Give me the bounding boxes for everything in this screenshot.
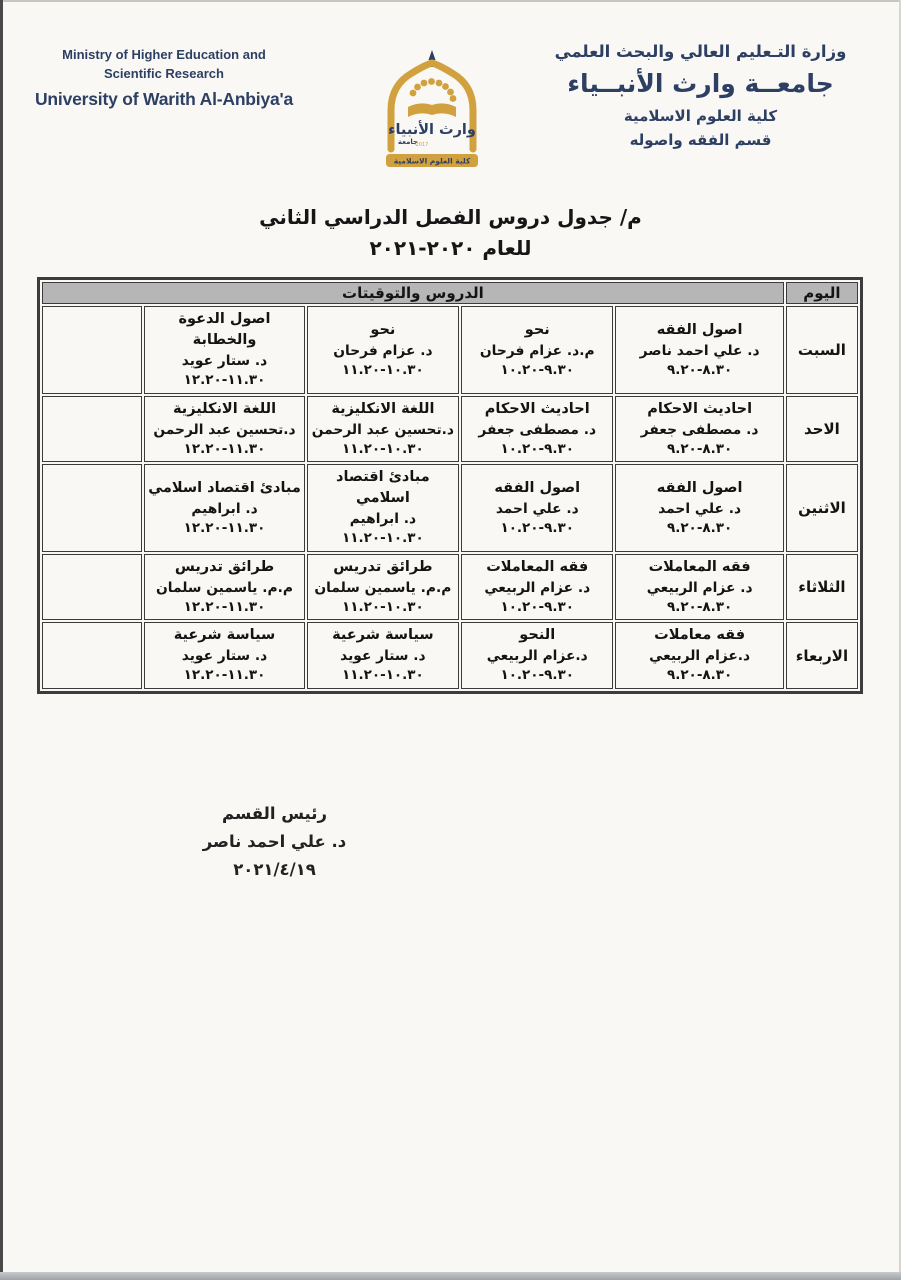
empty-cell — [42, 396, 142, 463]
lesson-cell — [461, 554, 613, 621]
lesson-subject: طرائق تدريس — [333, 558, 433, 575]
lesson-cell — [461, 622, 613, 689]
logo-open-book-icon — [408, 103, 456, 117]
lesson-subject: سياسة شرعية — [332, 627, 434, 644]
lesson-cell — [307, 622, 459, 689]
lesson-teacher: د.عزام الربيعي — [486, 648, 588, 665]
lesson-teacher: د. مصطفى جعفر — [640, 421, 759, 438]
lesson-time: ١٠.٣٠-١١.٢٠ — [341, 667, 424, 684]
header-arabic — [518, 42, 883, 149]
empty-cell — [42, 554, 142, 621]
lesson-subject: اللغة الانكليزية — [331, 400, 435, 417]
lesson-subject: فقه معاملات — [654, 627, 746, 644]
lesson-cell — [144, 464, 304, 552]
header-english — [24, 46, 304, 110]
lesson-subject: طرائق تدريس — [174, 558, 275, 575]
signature-role: رئيس القسم — [222, 804, 327, 823]
lesson-cell — [144, 554, 304, 621]
document-title-line2: للعام ٢٠٢٠-٢٠٢١ — [369, 236, 532, 260]
university-logo-emblem — [372, 50, 492, 174]
college-name-ar: كلية العلوم الاسلامية — [623, 107, 778, 125]
lesson-subject: سياسة شرعية — [173, 627, 276, 644]
lesson-time: ١١.٣٠-١٢.٢٠ — [183, 440, 266, 457]
lesson-teacher: م.م. ياسمين سلمان — [314, 579, 452, 596]
lesson-subject: مبادئ اقتصاد اسلامي — [148, 479, 301, 496]
day-label: الاحد — [786, 396, 858, 463]
lesson-cell — [144, 396, 304, 463]
lesson-time: ٩.٣٠-١٠.٢٠ — [500, 598, 575, 615]
logo-banner-text: كلية العلوم الاسلامية — [393, 156, 471, 166]
lesson-cell — [307, 396, 459, 463]
lesson-teacher: د. ستار عويد — [181, 648, 268, 665]
empty-cell — [42, 306, 142, 394]
lesson-subject: اصول الفقه — [494, 479, 581, 496]
ministry-name-en-line2: Scientific Research — [104, 65, 224, 81]
lesson-subject: فقه المعاملات — [648, 558, 751, 575]
lesson-time: ١١.٣٠-١٢.٢٠ — [183, 519, 266, 536]
lesson-cell — [461, 464, 613, 552]
lesson-time: ٨.٣٠-٩.٢٠ — [666, 598, 733, 615]
lesson-time: ٨.٣٠-٩.٢٠ — [666, 440, 733, 457]
logo-calligraphy-text: وارث الأنبياء — [388, 122, 476, 138]
lesson-teacher: د. علي احمد ناصر — [639, 342, 760, 359]
lesson-subject: نحو — [370, 321, 396, 338]
scan-edge-top — [0, 0, 901, 2]
day-label: الثلاثاء — [786, 554, 858, 621]
lesson-subject: نحو — [524, 321, 550, 338]
lesson-teacher: د. ابراهيم — [349, 511, 417, 528]
scan-edge-left — [0, 0, 3, 1280]
ministry-name-en-line1: Ministry of Higher Education and — [62, 47, 266, 62]
lesson-time: ٩.٣٠-١٠.٢٠ — [500, 667, 575, 684]
lesson-cell — [307, 306, 459, 394]
empty-cell — [42, 622, 142, 689]
table-row-tuesday — [42, 554, 858, 621]
lesson-teacher: د.تحسين عبد الرحمن — [153, 421, 296, 438]
logo-finial-icon — [429, 50, 436, 60]
schedule-table — [37, 277, 863, 694]
day-column-header: اليوم — [786, 282, 858, 304]
lesson-time: ١٠.٣٠-١١.٢٠ — [341, 598, 424, 615]
document-title-line1: م/ جدول دروس الفصل الدراسي الثاني — [259, 205, 642, 229]
lesson-cell — [307, 464, 459, 552]
lesson-time: ٩.٣٠-١٠.٢٠ — [500, 519, 575, 536]
lesson-cell — [461, 396, 613, 463]
lesson-time: ١٠.٣٠-١١.٢٠ — [341, 361, 424, 378]
table-header-row — [42, 282, 858, 304]
lesson-subject: النحو — [519, 627, 556, 644]
table-row-monday — [42, 464, 858, 552]
table-row-wednesday — [42, 622, 858, 689]
lesson-teacher: د. ابراهيم — [191, 500, 258, 517]
lesson-teacher: د. علي احمد — [495, 500, 579, 517]
table-row-saturday — [42, 306, 858, 394]
lesson-time: ١١.٣٠-١٢.٢٠ — [183, 372, 266, 389]
lessons-column-header: الدروس والتوقيتات — [42, 282, 784, 304]
university-name-en: University of Warith Al-Anbiya'a — [34, 88, 294, 109]
lesson-teacher: د. عزام الربيعي — [484, 579, 591, 596]
lesson-subject: اصول الدعوة والخطابة — [178, 311, 271, 349]
university-logo — [372, 50, 492, 174]
lesson-cell — [461, 306, 613, 394]
lesson-subject: احاديث الاحكام — [484, 400, 590, 417]
lesson-time: ٩.٣٠-١٠.٢٠ — [500, 440, 575, 457]
lesson-subject: اللغة الانكليزية — [172, 400, 277, 417]
logo-year: 2017 — [415, 142, 429, 148]
lesson-cell — [615, 464, 783, 552]
logo-dots-arc — [410, 78, 457, 102]
lesson-cell — [144, 306, 304, 394]
signature-date: ٢٠٢١/٤/١٩ — [233, 860, 316, 880]
department-name-ar: قسم الفقه واصوله — [629, 131, 772, 149]
empty-cell — [42, 464, 142, 552]
lesson-subject: احاديث الاحكام — [647, 400, 753, 417]
lesson-teacher: د. ستار عويد — [181, 353, 268, 370]
lesson-subject: اصول الفقه — [656, 321, 743, 338]
logo-university-word: جامعة — [397, 138, 419, 146]
lesson-time: ١١.٣٠-١٢.٢٠ — [183, 598, 266, 615]
lesson-teacher: د. ستار عويد — [340, 648, 426, 665]
day-label: الاربعاء — [786, 622, 858, 689]
lesson-time: ٨.٣٠-٩.٢٠ — [666, 667, 733, 684]
university-name-ar: جامعــة وارث الأنبــياء — [567, 69, 834, 98]
lesson-cell — [615, 554, 783, 621]
document-title — [0, 202, 901, 264]
scan-edge-bottom — [0, 1272, 901, 1280]
lesson-subject: اصول الفقه — [656, 479, 743, 496]
signature-name: د. علي احمد ناصر — [202, 832, 347, 852]
day-label: السبت — [786, 306, 858, 394]
lesson-teacher: د. مصطفى جعفر — [478, 421, 597, 438]
lesson-cell — [615, 306, 783, 394]
lesson-time: ٨.٣٠-٩.٢٠ — [666, 519, 733, 536]
lesson-cell — [144, 622, 304, 689]
lesson-teacher: د. عزام الربيعي — [646, 579, 753, 596]
lesson-teacher: د. عزام فرحان — [333, 342, 433, 359]
ministry-name-ar: وزارة التـعليم العالي والبحث العلمي — [554, 42, 847, 61]
table-row-sunday — [42, 396, 858, 463]
lesson-time: ١١.٣٠-١٢.٢٠ — [183, 667, 266, 684]
lesson-teacher: د.عزام الربيعي — [649, 648, 751, 665]
lesson-subject: فقه المعاملات — [486, 558, 589, 575]
lesson-time: ١٠.٣٠-١١.٢٠ — [341, 440, 424, 457]
lesson-teacher: د.تحسين عبد الرحمن — [311, 421, 455, 438]
lesson-time: ١٠.٣٠-١١.٢٠ — [341, 530, 424, 547]
day-label: الاثنين — [786, 464, 858, 552]
lesson-teacher: م.د. عزام فرحان — [479, 342, 595, 359]
lesson-cell — [615, 622, 783, 689]
lesson-subject: مبادئ اقتصاد اسلامي — [336, 469, 430, 507]
signature-block — [152, 800, 397, 884]
lesson-teacher: د. علي احمد — [658, 500, 742, 517]
lesson-time: ٨.٣٠-٩.٢٠ — [666, 361, 733, 378]
lesson-cell — [307, 554, 459, 621]
lesson-time: ٩.٣٠-١٠.٢٠ — [500, 361, 575, 378]
lesson-teacher: م.م. ياسمين سلمان — [156, 579, 293, 596]
lesson-cell — [615, 396, 783, 463]
